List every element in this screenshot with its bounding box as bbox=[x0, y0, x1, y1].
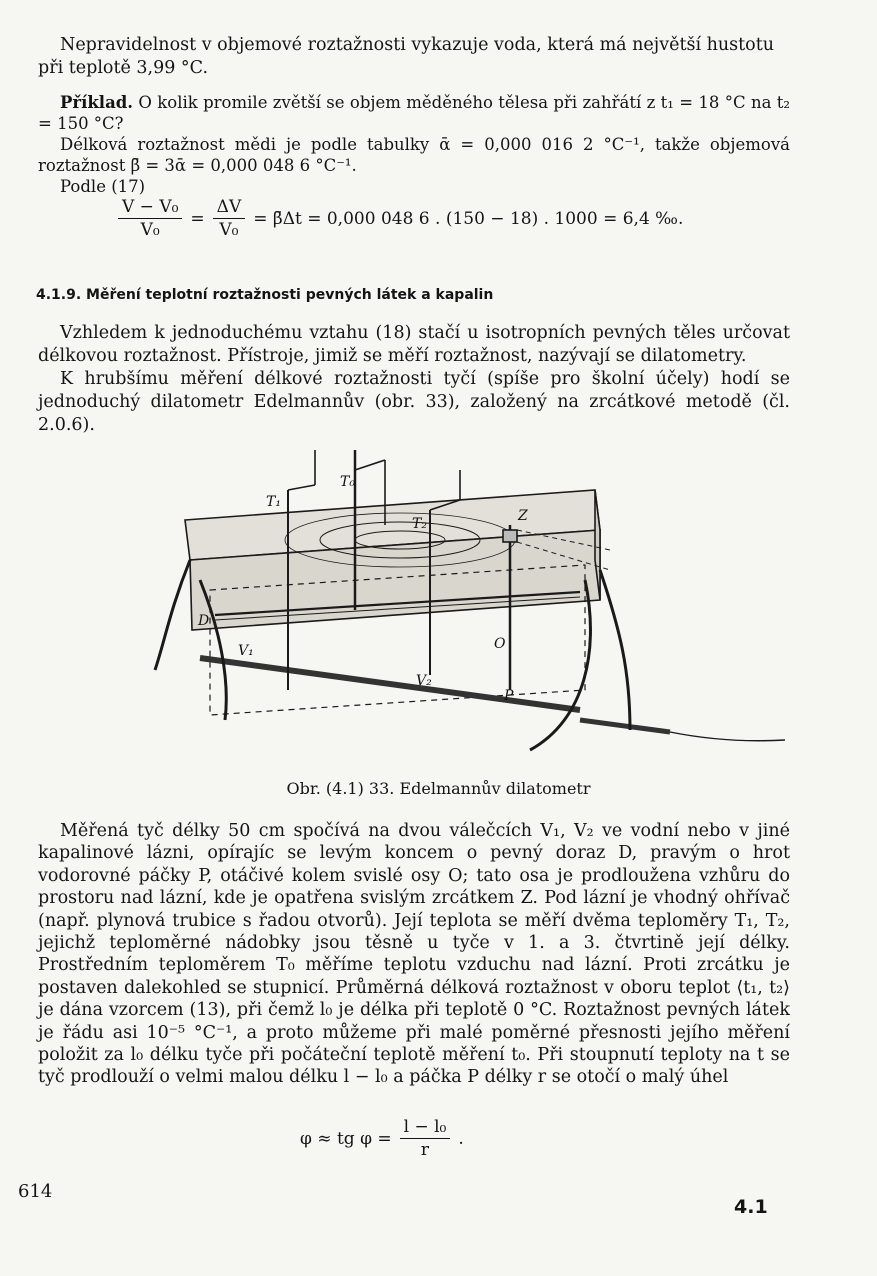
fraction-lhs-denominator: V₀ bbox=[140, 220, 160, 240]
example-answer: Délková roztažnost mědi je podle tabulky ᾱ = 0,000 016 2 °C⁻¹, takže objemová roztažnost β̄ = 3ᾱ = 0,000 048 6 °C⁻¹. bbox=[38, 135, 790, 175]
intro-paragraph bbox=[38, 34, 790, 80]
label-D: D bbox=[198, 613, 210, 629]
example-question: O kolik promile zvětší se objem měděného tělesa při zahřátí z t₁ = 18 °C na t₂ = 150 °C? bbox=[38, 93, 791, 133]
paragraph-dilatometers-2: K hrubšímu měření délkové roztažnosti tyčí (spíše pro školní účely) hodí se jednoduchý dilatometr Edelmannův (obr. 33), založený na zrcátkové metodě (čl. 2.0.6). bbox=[38, 369, 790, 435]
label-P: P bbox=[504, 688, 514, 704]
section-number: 4.1 bbox=[734, 1196, 768, 1218]
paragraph-description bbox=[38, 820, 790, 1089]
label-V1: V₁ bbox=[238, 643, 254, 659]
fraction-angle bbox=[400, 1117, 451, 1160]
paragraph-description-text: Měřená tyč délky 50 cm spočívá na dvou válečcích V₁, V₂ ve vodní nebo v jiné kapalinové lázni, opírajíc se levým koncem o pevný doraz D, pravým o hrot vodorovné páčky P, otáčivé kolem svislé osy O; tato osa je prodloužena vzhůru do prostoru nad lázní, kde je opatřena svislým zrcátkem Z. Pod lázní je vhodný ohřívač (např. plynová trubice s řadou otvorů). Její teplota se měří dvěma teploměry T₁, T₂, jejichž teploměrné nádobky jsou těsně u tyče v 1. a 3. čtvrtině její délky. Prostředním teploměrem T₀ měříme teplotu vzduchu nad lázní. Proti zrcátku je postaven dalekohled se stupnicí. Průměrná délková roztažnost v oboru teplot ⟨t₁, t₂⟩ je dána vzorcem (13), při čemž l₀ je délka při teplotě 0 °C. Roztažnost pevných látek je řádu asi 10⁻⁵ °C⁻¹, a proto můžeme při malé poměrné přesnosti jejího měření položit za l₀ délku tyče při počáteční teplotě měření t₀. Při stoupnutí teploty na t se tyč prodlouží o velmi malou délku l − l₀ a páčka P délky r se otočí o malý úhel bbox=[38, 821, 790, 1088]
label-T1: T₁ bbox=[266, 494, 281, 510]
label-Z: Z bbox=[518, 508, 528, 524]
formula-rhs: = β̄Δt = 0,000 048 6 . (150 − 18) . 1000 = 6,4 ‰. bbox=[253, 208, 684, 229]
label-V2: V₂ bbox=[416, 673, 432, 689]
example-block bbox=[38, 92, 790, 197]
fraction-angle-numerator: l − l₀ bbox=[400, 1117, 451, 1139]
formula-volume-expansion bbox=[118, 197, 683, 240]
dilatometer-illustration bbox=[130, 430, 790, 765]
intro-line-2: při teplotě 3,99 °C. bbox=[38, 58, 209, 78]
section-heading: 4.1.9. Měření teplotní roztažnosti pevných látek a kapalin bbox=[36, 287, 494, 303]
example-label: Příklad. bbox=[60, 93, 134, 112]
paragraph-dilatometers-1: Vzhledem k jednoduchému vztahu (18) stačí u isotropních pevných těles určovat délkovou roztažnost. Přístroje, jimiž se měří roztažnost, nazývají se dilatometry. bbox=[38, 323, 790, 366]
fraction-mid-denominator: V₀ bbox=[219, 220, 239, 240]
fraction-lhs-numerator: V − V₀ bbox=[118, 197, 182, 219]
formula-angle-end: . bbox=[458, 1128, 464, 1149]
equals-sign: = bbox=[190, 208, 205, 229]
fraction-mid bbox=[213, 197, 246, 240]
page-number: 614 bbox=[18, 1181, 53, 1202]
label-T2: T₂ bbox=[412, 516, 427, 532]
fraction-lhs bbox=[118, 197, 182, 240]
figure-caption: Obr. (4.1) 33. Edelmannův dilatometr bbox=[286, 779, 591, 798]
intro-line-1: Nepravidelnost v objemové roztažnosti vykazuje voda, která má největší hustotu bbox=[60, 35, 775, 55]
fraction-angle-denominator: r bbox=[420, 1140, 430, 1160]
example-question-line bbox=[38, 92, 790, 134]
formula-angle-lhs: φ ≈ tg φ = bbox=[300, 1128, 392, 1149]
fraction-mid-numerator: ΔV bbox=[213, 197, 246, 219]
label-O: O bbox=[494, 636, 506, 652]
paragraph-dilatometers bbox=[38, 322, 790, 437]
label-T0: T₀ bbox=[340, 474, 355, 490]
formula-angle bbox=[300, 1117, 464, 1160]
example-podle: Podle (17) bbox=[60, 177, 146, 196]
